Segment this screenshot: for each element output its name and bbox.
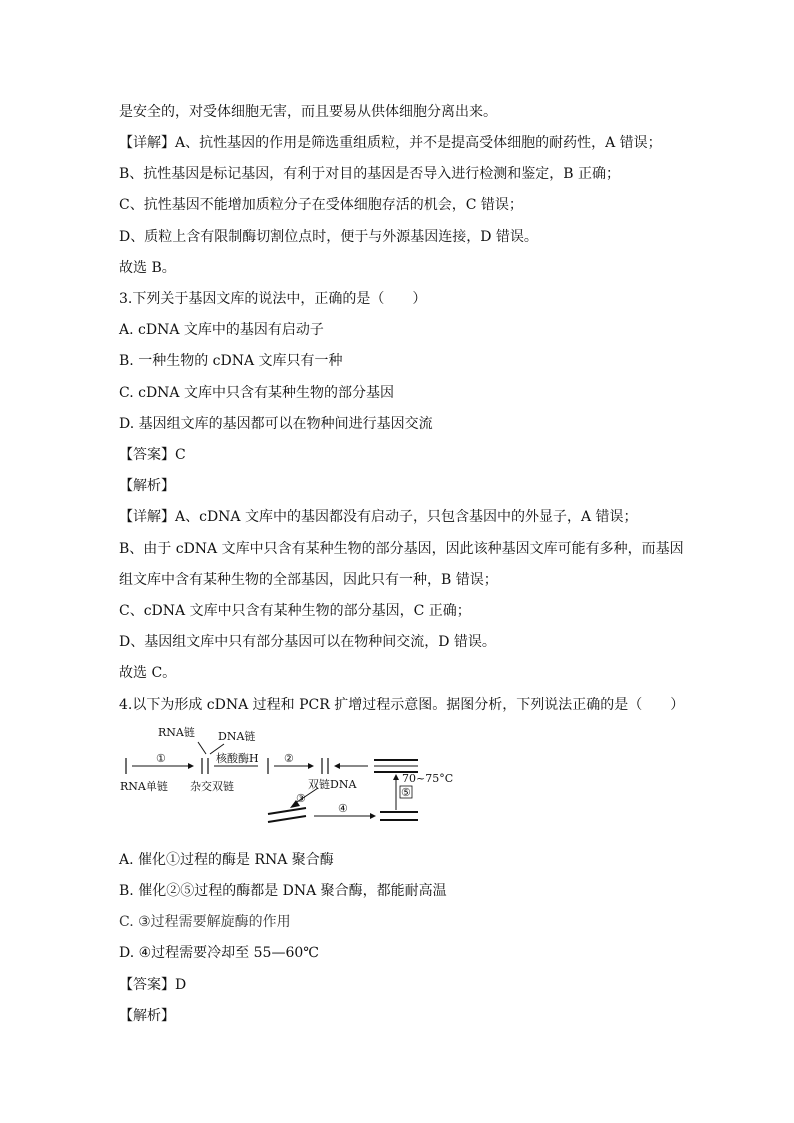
question-3: 3.下列关于基因文库的说法中，正确的是（ ） — [119, 291, 427, 307]
analysis-heading: 【解析】 — [119, 478, 175, 494]
dna-chain-label: DNA链 — [218, 730, 256, 743]
step-1-label: ① — [156, 752, 166, 765]
option-b: B. 一种生物的 cDNA 文库只有一种 — [119, 353, 343, 369]
answer: 【答案】C — [119, 447, 186, 463]
rna-chain-label: RNA链 — [158, 726, 195, 739]
answer: 【答案】D — [119, 977, 187, 993]
option-d: D. 基因组文库的基因都可以在物种间进行基因交流 — [119, 416, 433, 432]
text-line: 故选 C。 — [119, 665, 177, 681]
text-line: C、cDNA 文库中只含有某种生物的部分基因，C 正确； — [119, 603, 471, 619]
nuclease-label: 核酸酶H — [216, 752, 259, 765]
step-3-label: ③ — [296, 792, 306, 805]
step-4-label: ④ — [338, 802, 348, 815]
temperature-label: 70~75°C — [402, 772, 454, 785]
text-line: D、质粒上含有限制酶切割位点时，便于与外源基因连接，D 错误。 — [119, 229, 538, 245]
step-2-label: ② — [284, 752, 294, 765]
text-line: C、抗性基因不能增加质粒分子在受体细胞存活的机会，C 错误； — [119, 197, 523, 213]
text-line: 是安全的，对受体细胞无害，而且要易从供体细胞分离出来。 — [119, 104, 497, 120]
rna-single-label: RNA单链 — [120, 780, 168, 793]
cdna-pcr-diagram — [118, 722, 454, 832]
step-5-label: ⑤ — [401, 786, 411, 799]
analysis-heading: 【解析】 — [119, 1008, 175, 1024]
text-line: 组文库中含有某种生物的全部基因，因此只有一种，B 错误； — [119, 572, 498, 588]
text-line: 故选 B。 — [119, 260, 176, 276]
option-c: C. ③过程需要解旋酶的作用 — [119, 914, 291, 930]
text-line: 【详解】A、抗性基因的作用是筛选重组质粒，并不是提高受体细胞的耐药性，A 错误； — [119, 135, 662, 151]
option-b: B. 催化②⑤过程的酶都是 DNA 聚合酶，都能耐高温 — [119, 883, 447, 899]
text-line: D、基因组文库中只有部分基因可以在物种间交流，D 错误。 — [119, 634, 496, 650]
option-d: D. ④过程需要冷却至 55—60℃ — [119, 945, 319, 961]
text-line: B、抗性基因是标记基因，有利于对目的基因是否导入进行检测和鉴定，B 正确； — [119, 166, 621, 182]
text-line: B、由于 cDNA 文库中只含有某种生物的部分基因，因此该种基因文库可能有多种，而基因 — [119, 541, 684, 557]
option-c: C. cDNA 文库中只含有某种生物的部分基因 — [119, 385, 394, 401]
text-line: 【详解】A、cDNA 文库中的基因都没有启动子，只包含基因中的外显子，A 错误； — [119, 509, 638, 525]
option-a: A. 催化①过程的酶是 RNA 聚合酶 — [119, 852, 334, 868]
hybrid-label: 杂交双链 — [190, 780, 234, 793]
question-4: 4.以下为形成 cDNA 过程和 PCR 扩增过程示意图。据图分析，下列说法正确的是（ ） — [119, 697, 685, 713]
double-dna-label: 双链DNA — [308, 778, 357, 791]
option-a: A. cDNA 文库中的基因有启动子 — [119, 322, 324, 338]
